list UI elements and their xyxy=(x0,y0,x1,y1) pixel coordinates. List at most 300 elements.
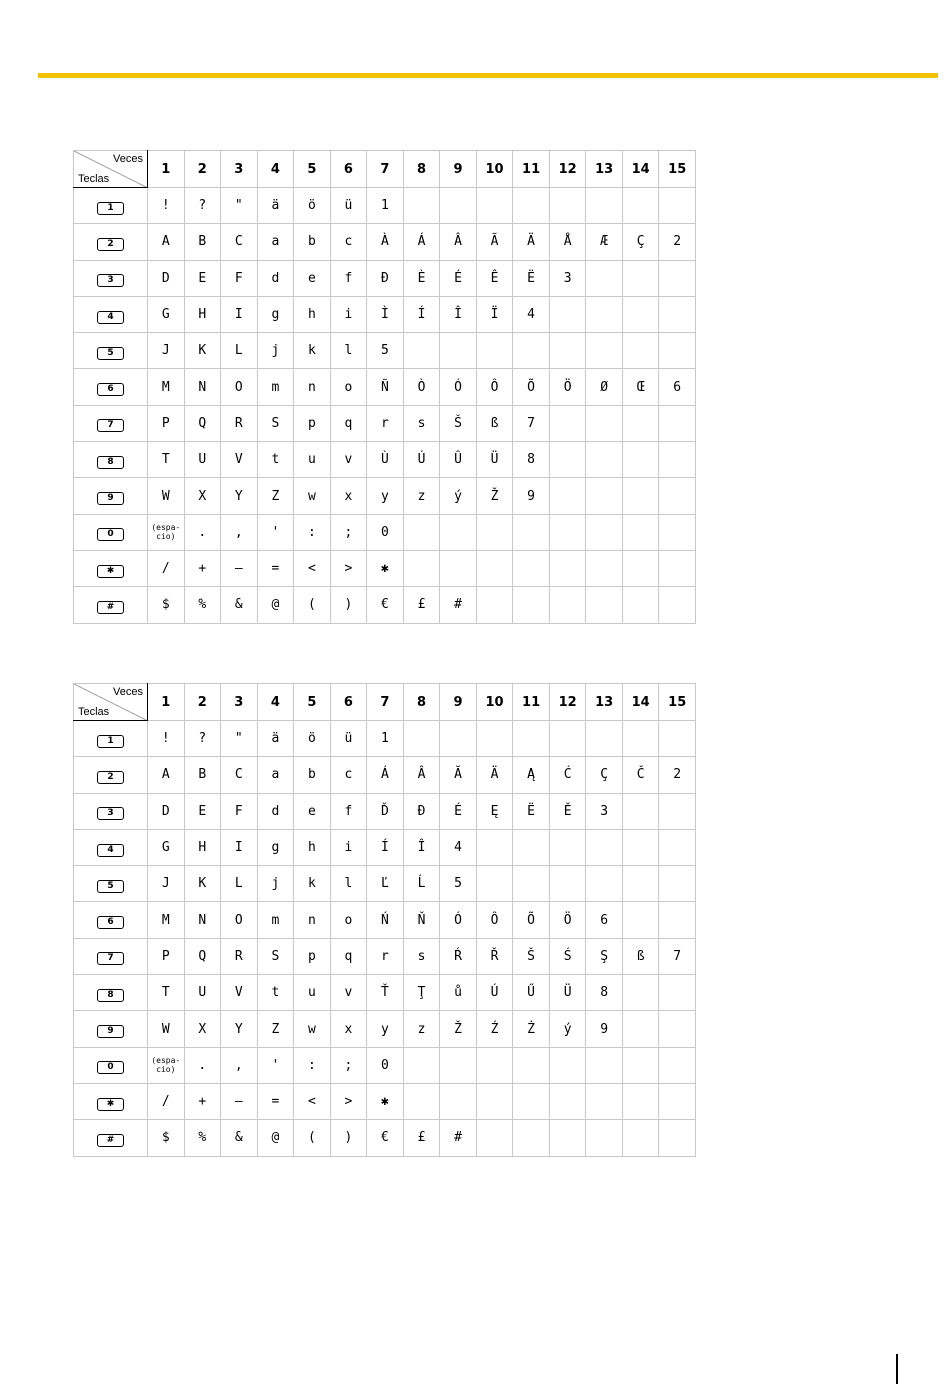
character-cell: < xyxy=(294,550,331,586)
character-cell: — xyxy=(221,1083,258,1119)
character-cell: Q xyxy=(184,938,221,974)
character-cell: 7 xyxy=(513,405,550,441)
character-cell xyxy=(622,1011,659,1047)
key-cell xyxy=(74,550,148,586)
character-cell xyxy=(586,1047,623,1083)
character-cell: D xyxy=(148,793,185,829)
key-cell xyxy=(74,296,148,332)
veces-label: Veces xyxy=(113,686,143,698)
character-cell: Ž xyxy=(476,478,513,514)
keypad-key-icon: # xyxy=(97,1134,124,1147)
character-cell: : xyxy=(294,514,331,550)
key-row xyxy=(74,721,696,757)
character-cell: Â xyxy=(403,757,440,793)
character-cell: 4 xyxy=(440,829,477,865)
page-margin-mark xyxy=(896,1354,898,1384)
character-cell: U xyxy=(184,975,221,1011)
character-cell xyxy=(549,1083,586,1119)
times-column-header: 6 xyxy=(330,684,367,721)
character-cell xyxy=(440,550,477,586)
character-cell: Š xyxy=(440,405,477,441)
character-cell xyxy=(659,405,696,441)
character-cell: Ö xyxy=(549,369,586,405)
character-cell xyxy=(440,514,477,550)
character-cell: Å xyxy=(549,224,586,260)
character-cell xyxy=(659,721,696,757)
character-cell: ö xyxy=(294,188,331,224)
character-cell: z xyxy=(403,1011,440,1047)
key-cell xyxy=(74,829,148,865)
key-row xyxy=(74,514,696,550)
key-row xyxy=(74,902,696,938)
character-cell: + xyxy=(184,1083,221,1119)
character-cell: ✱ xyxy=(367,550,404,586)
times-column-header: 2 xyxy=(184,151,221,188)
character-cell: Ä xyxy=(476,757,513,793)
character-cell: Ò xyxy=(403,369,440,405)
character-cell: Í xyxy=(403,296,440,332)
character-cell xyxy=(549,296,586,332)
character-cell: n xyxy=(294,369,331,405)
character-cell: i xyxy=(330,296,367,332)
character-cell: > xyxy=(330,550,367,586)
character-cell: P xyxy=(148,405,185,441)
character-cell: 3 xyxy=(586,793,623,829)
character-cell: A xyxy=(148,757,185,793)
header-rule xyxy=(38,73,938,78)
character-cell xyxy=(659,514,696,550)
character-cell: # xyxy=(440,587,477,623)
keypad-key-icon: 3 xyxy=(97,807,124,820)
key-cell xyxy=(74,721,148,757)
character-cell: Â xyxy=(440,224,477,260)
character-cell xyxy=(586,188,623,224)
character-cell: z xyxy=(403,478,440,514)
character-cell: R xyxy=(221,938,258,974)
character-cell: r xyxy=(367,938,404,974)
character-cell: ✱ xyxy=(367,1083,404,1119)
key-cell xyxy=(74,938,148,974)
character-cell: É xyxy=(440,260,477,296)
character-cell: Ä xyxy=(513,224,550,260)
character-cell: Á xyxy=(403,224,440,260)
character-cell xyxy=(549,550,586,586)
character-cell: K xyxy=(184,866,221,902)
character-cell: H xyxy=(184,296,221,332)
character-cell: e xyxy=(294,260,331,296)
character-cell xyxy=(659,478,696,514)
character-cell: , xyxy=(221,514,258,550)
times-column-header: 14 xyxy=(622,151,659,188)
character-cell xyxy=(622,514,659,550)
character-cell xyxy=(659,260,696,296)
times-column-header: 9 xyxy=(440,151,477,188)
character-cell: Ź xyxy=(476,1011,513,1047)
character-cell: ß xyxy=(476,405,513,441)
character-cell xyxy=(622,478,659,514)
character-cell xyxy=(622,260,659,296)
character-cell xyxy=(403,188,440,224)
character-cell xyxy=(403,1083,440,1119)
character-cell xyxy=(549,1047,586,1083)
character-cell: h xyxy=(294,829,331,865)
keypad-key-icon: ✱ xyxy=(97,1098,124,1111)
times-column-header: 10 xyxy=(476,151,513,188)
character-cell: Õ xyxy=(513,369,550,405)
character-cell: I xyxy=(221,829,258,865)
character-cell: c xyxy=(330,224,367,260)
character-cell: L xyxy=(221,333,258,369)
character-cell xyxy=(622,1120,659,1156)
character-cell: % xyxy=(184,1120,221,1156)
character-cell: $ xyxy=(148,587,185,623)
key-row xyxy=(74,866,696,902)
character-cell: t xyxy=(257,442,294,478)
times-column-header: 12 xyxy=(549,151,586,188)
key-cell xyxy=(74,587,148,623)
character-cell xyxy=(622,296,659,332)
character-cell xyxy=(622,829,659,865)
character-cell xyxy=(513,514,550,550)
character-cell: Ë xyxy=(513,793,550,829)
character-cell: ý xyxy=(549,1011,586,1047)
character-cell: d xyxy=(257,793,294,829)
times-column-header: 9 xyxy=(440,684,477,721)
key-row xyxy=(74,224,696,260)
character-cell xyxy=(659,866,696,902)
character-cell xyxy=(659,975,696,1011)
character-cell xyxy=(513,1083,550,1119)
character-cell xyxy=(659,793,696,829)
character-cell: Ð xyxy=(367,260,404,296)
character-cell: y xyxy=(367,478,404,514)
character-cell: v xyxy=(330,975,367,1011)
character-cell xyxy=(513,587,550,623)
character-cell xyxy=(440,188,477,224)
character-cell: l xyxy=(330,333,367,369)
character-cell xyxy=(659,188,696,224)
character-cell: u xyxy=(294,975,331,1011)
character-cell: Ü xyxy=(476,442,513,478)
character-cell: ü xyxy=(330,188,367,224)
keypad-key-icon: 9 xyxy=(97,1025,124,1038)
character-cell: j xyxy=(257,333,294,369)
character-cell: 5 xyxy=(367,333,404,369)
keypad-key-icon: 8 xyxy=(97,456,124,469)
character-cell: Ş xyxy=(586,938,623,974)
character-cell: e xyxy=(294,793,331,829)
character-cell: U xyxy=(184,442,221,478)
keypad-key-icon: 8 xyxy=(97,989,124,1002)
times-column-header: 7 xyxy=(367,151,404,188)
character-cell: Î xyxy=(403,829,440,865)
character-cell: ; xyxy=(330,514,367,550)
key-cell xyxy=(74,442,148,478)
character-cell: Ď xyxy=(367,793,404,829)
character-cell: M xyxy=(148,369,185,405)
key-cell xyxy=(74,478,148,514)
character-cell xyxy=(622,1047,659,1083)
character-cell: ů xyxy=(440,975,477,1011)
character-cell xyxy=(476,1083,513,1119)
key-row xyxy=(74,369,696,405)
character-cell: & xyxy=(221,1120,258,1156)
key-cell xyxy=(74,975,148,1011)
times-column-header: 5 xyxy=(294,684,331,721)
times-column-header: 15 xyxy=(659,151,696,188)
key-cell xyxy=(74,405,148,441)
character-cell xyxy=(659,1047,696,1083)
character-cell: Ï xyxy=(476,296,513,332)
character-cell: A xyxy=(148,224,185,260)
character-cell: Z xyxy=(257,1011,294,1047)
character-cell: P xyxy=(148,938,185,974)
times-column-header: 8 xyxy=(403,151,440,188)
times-column-header: 3 xyxy=(221,151,258,188)
character-cell: G xyxy=(148,296,185,332)
character-cell xyxy=(586,1120,623,1156)
character-cell: S xyxy=(257,938,294,974)
keypad-key-icon: 9 xyxy=(97,492,124,505)
character-cell: 0 xyxy=(367,514,404,550)
times-column-header: 11 xyxy=(513,684,550,721)
times-column-header: 8 xyxy=(403,684,440,721)
times-column-header: 6 xyxy=(330,151,367,188)
character-cell: € xyxy=(367,587,404,623)
character-cell: ( xyxy=(294,587,331,623)
character-cell: Ù xyxy=(367,442,404,478)
character-cell: g xyxy=(257,829,294,865)
character-cell: = xyxy=(257,550,294,586)
character-cell xyxy=(549,587,586,623)
keypad-key-icon: ✱ xyxy=(97,565,124,578)
keypad-key-icon: 7 xyxy=(97,419,124,432)
key-cell xyxy=(74,757,148,793)
character-cell xyxy=(549,514,586,550)
character-cell xyxy=(513,188,550,224)
key-row xyxy=(74,333,696,369)
character-cell xyxy=(586,514,623,550)
character-cell xyxy=(622,333,659,369)
key-row xyxy=(74,938,696,974)
character-cell: O xyxy=(221,902,258,938)
character-cell: Æ xyxy=(586,224,623,260)
character-cell: Q xyxy=(184,405,221,441)
character-cell: ä xyxy=(257,721,294,757)
character-cell: n xyxy=(294,902,331,938)
character-cell: Û xyxy=(440,442,477,478)
character-cell: Ĺ xyxy=(403,866,440,902)
character-cell: q xyxy=(330,405,367,441)
character-cell: Ě xyxy=(549,793,586,829)
character-cell xyxy=(586,296,623,332)
character-cell: V xyxy=(221,975,258,1011)
character-cell: a xyxy=(257,757,294,793)
key-cell xyxy=(74,1047,148,1083)
character-cell: € xyxy=(367,1120,404,1156)
character-cell: È xyxy=(403,260,440,296)
character-cell xyxy=(586,550,623,586)
character-cell: B xyxy=(184,757,221,793)
character-cell: L xyxy=(221,866,258,902)
character-cell: Ú xyxy=(476,975,513,1011)
character-cell xyxy=(403,514,440,550)
character-cell xyxy=(476,1120,513,1156)
key-row xyxy=(74,188,696,224)
character-cell xyxy=(622,721,659,757)
character-cell: Ô xyxy=(476,369,513,405)
character-cell: Ú xyxy=(403,442,440,478)
character-cell: ä xyxy=(257,188,294,224)
character-cell: k xyxy=(294,333,331,369)
times-column-header: 4 xyxy=(257,684,294,721)
character-cell xyxy=(549,1120,586,1156)
character-cell: Î xyxy=(440,296,477,332)
keypad-key-icon: 1 xyxy=(97,202,124,215)
character-cell: 2 xyxy=(659,757,696,793)
character-cell xyxy=(586,866,623,902)
character-cell: C xyxy=(221,224,258,260)
character-cell xyxy=(659,442,696,478)
times-column-header: 15 xyxy=(659,684,696,721)
key-cell xyxy=(74,1120,148,1156)
keypad-key-icon: 6 xyxy=(97,916,124,929)
character-cell: Õ xyxy=(513,902,550,938)
keypad-key-icon: 3 xyxy=(97,274,124,287)
character-cell xyxy=(476,829,513,865)
character-cell xyxy=(476,721,513,757)
character-cell: f xyxy=(330,793,367,829)
character-cell xyxy=(549,721,586,757)
character-cell: Ü xyxy=(549,975,586,1011)
character-cell: ( xyxy=(294,1120,331,1156)
character-cell: 8 xyxy=(513,442,550,478)
character-cell xyxy=(659,550,696,586)
character-cell: . xyxy=(184,514,221,550)
character-cell: ; xyxy=(330,1047,367,1083)
key-cell xyxy=(74,1011,148,1047)
character-cell: Ă xyxy=(440,757,477,793)
key-cell xyxy=(74,866,148,902)
character-cell: Ś xyxy=(549,938,586,974)
keypad-key-icon: 2 xyxy=(97,238,124,251)
character-cell: Y xyxy=(221,478,258,514)
character-cell: o xyxy=(330,902,367,938)
times-column-header: 1 xyxy=(148,151,185,188)
character-cell xyxy=(549,478,586,514)
character-cell xyxy=(513,829,550,865)
character-cell: 8 xyxy=(586,975,623,1011)
character-cell xyxy=(622,442,659,478)
keypad-key-icon: 4 xyxy=(97,844,124,857)
character-cell: F xyxy=(221,260,258,296)
character-cell: Ó xyxy=(440,902,477,938)
key-cell xyxy=(74,333,148,369)
character-cell: Ń xyxy=(367,902,404,938)
character-cell: w xyxy=(294,478,331,514)
character-cell: G xyxy=(148,829,185,865)
key-row xyxy=(74,1083,696,1119)
character-cell: Ű xyxy=(513,975,550,1011)
character-cell: Ø xyxy=(586,369,623,405)
character-cell: (espa- cio) xyxy=(148,514,185,550)
character-cell xyxy=(476,333,513,369)
character-cell: r xyxy=(367,405,404,441)
character-cell: " xyxy=(221,721,258,757)
character-cell: Č xyxy=(622,757,659,793)
character-cell: & xyxy=(221,587,258,623)
character-cell xyxy=(549,829,586,865)
character-cell: 4 xyxy=(513,296,550,332)
character-cell: W xyxy=(148,478,185,514)
key-cell xyxy=(74,369,148,405)
character-cell: Œ xyxy=(622,369,659,405)
character-cell: 2 xyxy=(659,224,696,260)
character-cell: Ã xyxy=(476,224,513,260)
character-cell: Ö xyxy=(549,902,586,938)
character-cell xyxy=(513,333,550,369)
character-cell: ö xyxy=(294,721,331,757)
character-cell xyxy=(586,721,623,757)
character-cell: D xyxy=(148,260,185,296)
character-cell: ! xyxy=(148,188,185,224)
character-cell: T xyxy=(148,442,185,478)
character-cell xyxy=(476,550,513,586)
character-cell: Ć xyxy=(549,757,586,793)
character-cell xyxy=(513,866,550,902)
key-row xyxy=(74,550,696,586)
teclas-label: Teclas xyxy=(78,173,110,185)
character-cell: 1 xyxy=(367,721,404,757)
character-cell: J xyxy=(148,866,185,902)
character-cell xyxy=(586,478,623,514)
character-cell: Ť xyxy=(367,975,404,1011)
key-row xyxy=(74,793,696,829)
character-cell: s xyxy=(403,405,440,441)
key-row xyxy=(74,1120,696,1156)
character-cell: Á xyxy=(367,757,404,793)
character-cell: ) xyxy=(330,587,367,623)
key-cell xyxy=(74,902,148,938)
character-cell: . xyxy=(184,1047,221,1083)
header-row xyxy=(74,151,696,188)
character-cell xyxy=(622,405,659,441)
character-cell: J xyxy=(148,333,185,369)
key-cell xyxy=(74,260,148,296)
character-cell xyxy=(476,587,513,623)
character-cell: Ř xyxy=(476,938,513,974)
character-cell: 6 xyxy=(586,902,623,938)
character-cell xyxy=(586,442,623,478)
character-cell xyxy=(622,975,659,1011)
character-cell: k xyxy=(294,866,331,902)
character-cell: ß xyxy=(622,938,659,974)
character-cell: p xyxy=(294,938,331,974)
character-cell: v xyxy=(330,442,367,478)
character-cell xyxy=(476,1047,513,1083)
keypad-key-icon: 4 xyxy=(97,311,124,324)
character-cell: 6 xyxy=(659,369,696,405)
character-cell: " xyxy=(221,188,258,224)
character-cell: Ë xyxy=(513,260,550,296)
character-cell: > xyxy=(330,1083,367,1119)
keypad-key-icon: 7 xyxy=(97,952,124,965)
key-row xyxy=(74,1047,696,1083)
character-cell: < xyxy=(294,1083,331,1119)
character-cell xyxy=(513,550,550,586)
character-cell xyxy=(659,902,696,938)
character-cell: B xyxy=(184,224,221,260)
